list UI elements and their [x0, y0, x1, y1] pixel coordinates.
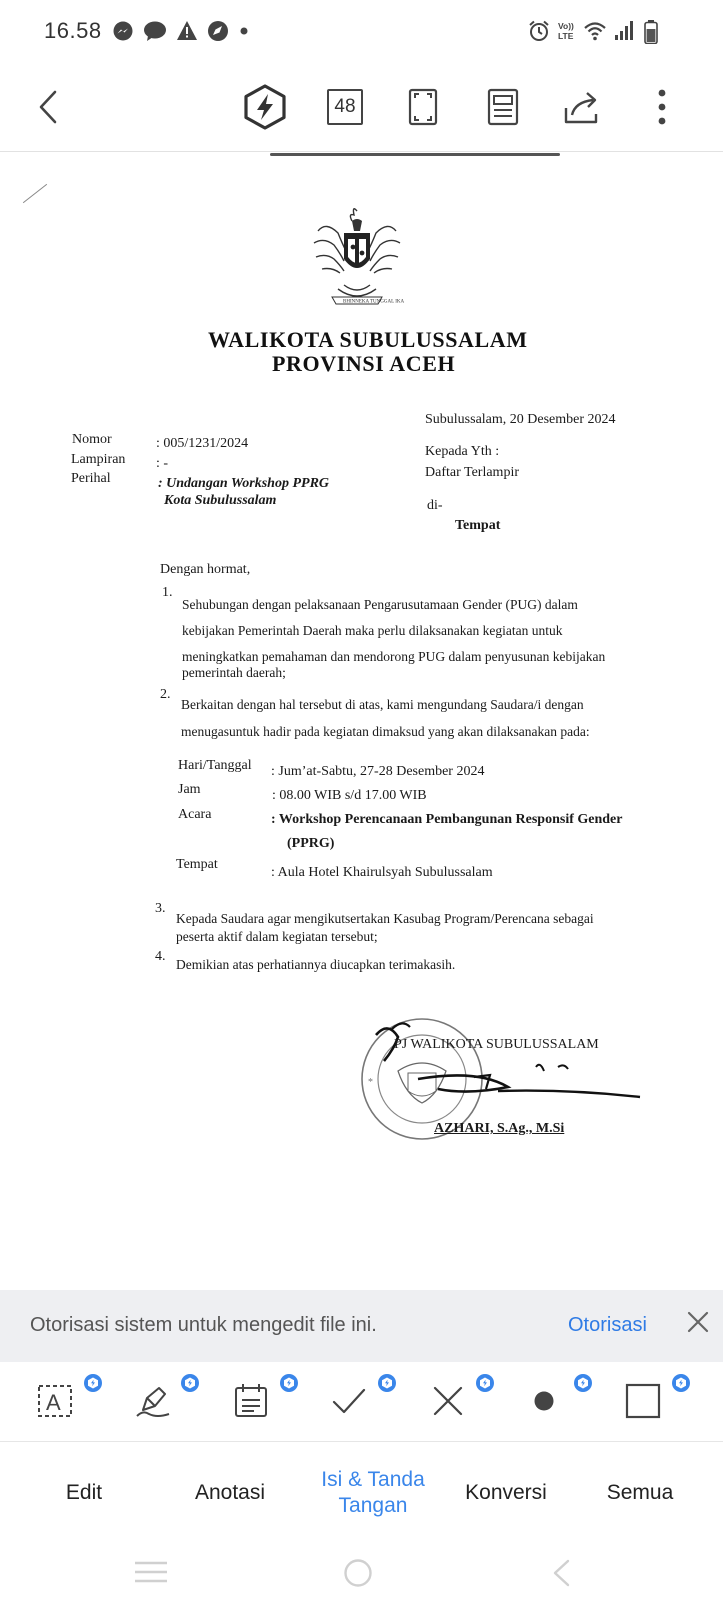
chat-bubble-icon: [143, 20, 167, 42]
letterhead-subtitle: PROVINSI ACEH: [272, 351, 456, 376]
status-bar: [0, 0, 723, 62]
fill-sign-tools: [0, 1362, 723, 1442]
recipient-daftar: Daftar Terlampir: [425, 465, 519, 480]
more-options-button[interactable]: [650, 83, 674, 131]
nomor-value: : 005/1231/2024: [156, 436, 249, 451]
item-2-line-2: menugasuntuk hadir pada kegiatan dimaksud yang akan dilaksanakan pada:: [181, 724, 590, 739]
chevron-left-icon: [37, 89, 59, 125]
tab-semua[interactable]: [580, 1442, 700, 1544]
schedule-hari-label: Hari/Tanggal: [178, 758, 252, 773]
item-3-number: 3.: [155, 901, 166, 916]
item-2-line-1: Berkaitan dengan hal tersebut di atas, kami mengundang Saudara/i dengan: [181, 697, 584, 712]
tab-edit-label: Edit: [65, 1481, 103, 1504]
warning-icon: [176, 20, 198, 42]
fullscreen-icon: [408, 88, 438, 126]
authorization-message: Otorisasi sistem untuk mengedit file ini.: [30, 1314, 377, 1336]
lampiran-label: Lampiran: [71, 452, 126, 467]
item-1-line-2: kebijakan Pemerintah Daerah maka perlu dilaksanakan kegiatan untuk: [182, 623, 563, 638]
page-count-badge: 48: [327, 89, 363, 125]
tab-label-line-2: Tangan: [338, 1494, 408, 1517]
alarm-icon: [528, 20, 550, 42]
back-icon: [550, 1558, 572, 1588]
item-4-line-1: Demikian atas perhatiannya diucapkan terimakasih.: [176, 957, 456, 972]
authorization-banner: [0, 1290, 723, 1362]
back-button[interactable]: [30, 83, 66, 131]
lampiran-value: : -: [156, 456, 169, 471]
viewer-toolbar: [0, 62, 723, 152]
item-1-line-4: pemerintah daerah;: [182, 665, 286, 680]
tab-konversi-label: Konversi: [465, 1481, 547, 1504]
tab-isi-tanda-tangan-label: [321, 1467, 425, 1519]
svg-text:Vo)): Vo)): [558, 21, 574, 31]
schedule-jam-value: : 08.00 WIB s/d 17.00 WIB: [272, 788, 427, 803]
item-1-line-3: meningkatkan pemahaman dan mendorong PUG dalam penyusunan kebijakan: [182, 649, 606, 664]
tab-anotasi[interactable]: [170, 1442, 290, 1544]
tab-isi-tanda-tangan[interactable]: [298, 1442, 448, 1544]
premium-badge-icon: [280, 1374, 298, 1392]
fullscreen-button[interactable]: [407, 83, 439, 131]
quick-action-button[interactable]: [241, 83, 289, 131]
checkmark-tool[interactable]: [330, 1380, 378, 1424]
signatory-name: AZHARI, S.Ag., M.Si: [434, 1121, 565, 1136]
square-box-icon: [624, 1380, 664, 1420]
premium-badge-icon: [476, 1374, 494, 1392]
recipient-kepada: Kepada Yth :: [425, 444, 500, 459]
reader-mode-button[interactable]: [486, 83, 520, 131]
item-1-line-1: Sehubungan dengan pelaksanaan Pengarusutamaan Gender (PUG) dalam: [182, 597, 578, 612]
tab-anotasi-label: Anotasi: [194, 1481, 266, 1504]
premium-badge-icon: [378, 1374, 396, 1392]
recents-icon: [133, 1558, 169, 1586]
status-time: 16.58: [44, 18, 102, 43]
letterhead-title: WALIKOTA SUBULUSSALAM: [208, 327, 528, 352]
text-box-tool[interactable]: [36, 1380, 84, 1424]
svg-text:*: *: [368, 1077, 373, 1088]
premium-badge-icon: [181, 1374, 199, 1392]
schedule-hari-value: : Jum’at-Sabtu, 27-28 Desember 2024: [271, 764, 485, 779]
messenger-icon: [112, 20, 134, 42]
volte-icon: [557, 20, 581, 42]
recipient-di: di-: [427, 498, 443, 513]
item-1-number: 1.: [162, 585, 173, 600]
signatory-title: PJ WALIKOTA SUBULUSSALAM: [394, 1037, 599, 1052]
letter-date: Subulussalam, 20 Desember 2024: [425, 412, 616, 427]
dot-icon: [240, 27, 248, 35]
reader-mode-icon: [487, 88, 519, 126]
home-button[interactable]: [343, 1558, 373, 1593]
tab-label-line-1: Isi & Tanda: [321, 1468, 425, 1491]
wifi-icon: [583, 20, 607, 42]
page-edge-line: [270, 153, 560, 156]
pen-mark: [23, 184, 47, 203]
text-box-icon: [36, 1380, 76, 1420]
premium-badge-icon: [672, 1374, 690, 1392]
tab-semua-label: Semua: [606, 1481, 674, 1504]
schedule-tempat-label: Tempat: [176, 857, 218, 872]
schedule-tempat-value: : Aula Hotel Khairulsyah Subulussalam: [271, 865, 493, 880]
authorize-button[interactable]: Otorisasi: [568, 1314, 647, 1336]
perihal-value-line2: Kota Subulussalam: [164, 493, 277, 508]
recipient-tempat: Tempat: [455, 518, 501, 533]
schedule-acara-value: : Workshop Perencanaan Pembangunan Responsif Gender: [271, 812, 623, 827]
dot-tool[interactable]: [526, 1380, 574, 1424]
tab-konversi[interactable]: [446, 1442, 566, 1544]
page-count-button[interactable]: [326, 83, 364, 131]
item-3-line-1: Kepada Saudara agar mengikutsertakan Kasubag Program/Perencana sebagai: [176, 911, 594, 926]
checkmark-icon: [330, 1380, 370, 1420]
garuda-emblem: [308, 203, 406, 312]
close-icon: [686, 1310, 710, 1334]
perihal-label: Perihal: [71, 471, 111, 486]
signature-tool[interactable]: [133, 1380, 181, 1424]
share-button[interactable]: [562, 83, 602, 131]
item-2-number: 2.: [160, 687, 171, 702]
premium-badge-icon: [84, 1374, 102, 1392]
svg-text:LTE: LTE: [558, 31, 574, 41]
document-page[interactable]: [0, 153, 723, 1290]
perihal-value: : Undangan Workshop PPRG: [158, 476, 330, 491]
schedule-jam-label: Jam: [178, 782, 201, 797]
schedule-acara-value-line2: (PPRG): [287, 836, 335, 851]
salutation: Dengan hormat,: [160, 562, 251, 577]
bottom-tabs: [0, 1442, 723, 1544]
more-vertical-icon: [658, 88, 666, 126]
recents-button[interactable]: [133, 1558, 169, 1591]
pen-sign-icon: [133, 1380, 173, 1420]
item-3-line-2: peserta aktif dalam kegiatan tersebut;: [176, 929, 378, 944]
system-nav-bar: [0, 1544, 723, 1600]
banner-close-button[interactable]: [686, 1310, 710, 1339]
form-fill-tool[interactable]: [232, 1380, 280, 1424]
emblem-caption: BHINNEKA TUNGGAL IKA: [343, 299, 405, 305]
calendar-form-icon: [232, 1380, 272, 1420]
schedule-acara-label: Acara: [178, 807, 212, 822]
square-tool[interactable]: [624, 1380, 672, 1424]
cross-icon: [428, 1380, 468, 1420]
item-4-number: 4.: [155, 949, 166, 964]
dot-fill-icon: [526, 1380, 566, 1420]
compass-icon: [207, 20, 229, 42]
home-icon: [343, 1558, 373, 1588]
premium-badge-icon: [574, 1374, 592, 1392]
signal-icon: [614, 20, 636, 42]
battery-icon: [644, 20, 658, 44]
lightning-icon: [242, 83, 288, 131]
cross-tool[interactable]: [428, 1380, 476, 1424]
svg-text:A: A: [46, 1390, 61, 1415]
share-icon: [563, 88, 601, 126]
nomor-label: Nomor: [72, 432, 112, 447]
back-nav-button[interactable]: [550, 1558, 572, 1593]
tab-edit[interactable]: [24, 1442, 144, 1544]
